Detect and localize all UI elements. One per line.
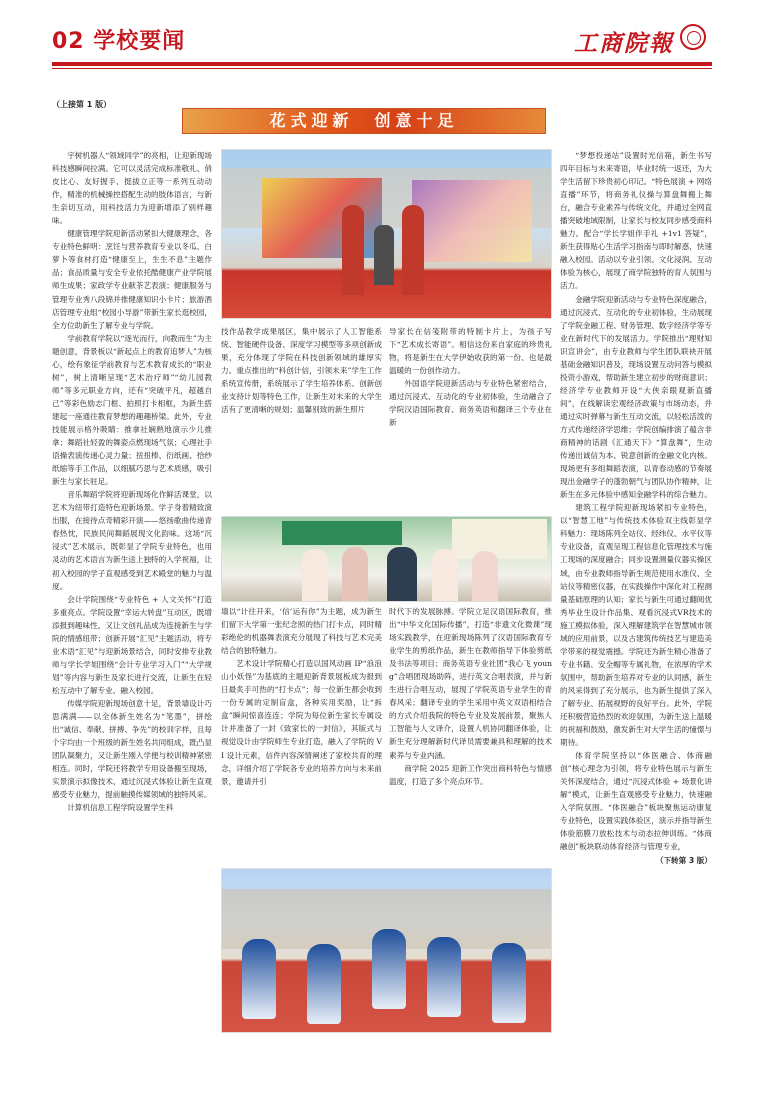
paragraph: 墙以“计往开来，‘信’运有你”为主题，成为新生们留下大学第一张纪念照的热门打卡点，同时精彩绝伦的机器舞表演充分展现了科技与艺术完美结合的独特魅力。 <box>221 607 382 656</box>
header-rule-thin <box>52 68 712 69</box>
masthead-logo: 工商院報 <box>574 30 674 57</box>
column-4 <box>560 149 712 1046</box>
paragraph: 艺术设计学院精心打造以国风动画 IP“浪浪山小妖怪”为基底的主题迎新背景展板成为报到日最炙手可热的“打卡点”；每一位新生都会收到一份专属的定制盲盒，各种实用奖励，让“拆盒”瞬间惊喜连连；学院为每位新生家长专属设计并准备了一封《致家长的一封信》，其版式与视觉设计由学院师生专业打造，融入了学院的 VI 设计元素，信件内容深情阐述了家校共育的理念，详细介绍了学院各专业的培养方向与未来前景，邀请并引 <box>221 659 382 786</box>
paragraph: 金融学院迎新活动与专业特色深度融合，通过沉浸式、互动化的专业初体验，生动展现了学院金融工程、财务管理、数字经济学等专业在新时代下的发展活力。学院推出“理财知识宣讲会”，由专业教师与学生团队联袂开展基础金融知识普及，现场设置互动问答与模拟投资小游戏，帮助新生建立初步的财商意识；经济学专业教师开设“大侠亲眼观新直播间”，在线解读宏观经济政策与市场动态，并通过实时弹幕与新生互动交流，以轻松活泼的方式传递经济学思维；学院创编排演了蕴含非商精神的话剧《汇通天下》“算盘舞”，生动传递出诚信为本、锐意创新的金融文化内核。现场更有多组舞蹈表演，以青春动感的节奏展现出金融学子的蓬勃朝气与团队协作精神，让新生在多元体验中感知金融学科的综合魅力。 <box>560 294 712 500</box>
school-seal-icon <box>680 24 706 50</box>
person-figure <box>302 549 328 602</box>
dancer-figure <box>372 929 406 1009</box>
robot-figure <box>374 225 394 285</box>
paragraph: 商学院 2025 迎新工作突出商科特色与情感温度，打造了多个亮点环节。 <box>389 763 552 786</box>
person-figure <box>432 549 458 602</box>
paragraph: 健康管理学院迎新活动紧扣大健康理念，各专业特色鲜明：烹饪与营养教育专业以冬瓜、白萝卜等食材打造“健康至上，生生不息”主题作品；食品质量与安全专业依托酷健康产业学院展师生成果；家政学专业献茶艺表演；健康服务与管理专业秀八段锦并推健康知识小卡片；旅游酒店管理专业组“校园小导游”带新生家长逛校园，全方位助新生了解专业与学院。 <box>52 229 212 330</box>
photo-group-booth <box>221 516 552 602</box>
paragraph: 技作品教学成果展区，集中展示了人工智能系统、智能硬件设备、深度学习模型等多项创新成果，充分体现了学院在科技创新领域的雄厚实力。重点推出的“科创计信，引领未来”学生工作系统宣传册，系统展示了学生培养体系、创新创业支持计划等特色工作，让新生对未来的大学生活有了更清晰的规划；温馨别致的新生照片 <box>221 327 382 415</box>
article-banner <box>182 108 546 134</box>
paragraph: 学前教育学院以“逐光而行，向教而生”为主题创意，背景板以“新起点上的教育追梦人”为核心，绘有象征学前教育与艺术教育成长的“职业树”，树上清晰呈现“艺术治疗师”“幼儿园教师”等多元职业方向，还有“突破平凡，超越自己”等彩色励志门框、拍照打卡相框，为新生搭建起一座通往教育梦想的趣趣桥梁。此外，专业技能展示格外吸睛：推拿社娴熟地演示少儿推拿；舞蹈社轻盈的舞姿点燃现场气氛；心理社手语操表演传递心灵力量；扭扭棒、衍纸画、拾纱纸缩等手工作品，以细腻巧思与艺术质感，吸引新生与家长驻足。 <box>52 333 212 487</box>
dancer-figure <box>307 944 341 1024</box>
paragraph: 音乐舞蹈学院将迎新现场化作鲜活课堂，以艺术为纽带打造特色迎新场景。学子身着精致演出服，在接待点奇精彩开演——悠扬歌曲传递青春热忱，民族民间舞蹈展现文化韵味。这场“沉浸式”艺术展示，既彰显了学院专业特色，也用灵动的艺术语言为新生送上独特的入学祝福，让初入校园的学子直观感受到艺术殿堂的魅力与温度。 <box>52 490 212 591</box>
continued-to-label: （下转第 3 版） <box>655 855 712 865</box>
top-margin <box>0 0 769 22</box>
paragraph: 传媒学院迎新现场创意十足，背景墙设计巧思满满——以全体新生姓名为“笔墨”，拼绘出“诚信、奉献、拼搏、争先”的校训字样，且每个字均由一个班级的新生姓名共同组成，既凸显团队凝聚力，又让新生刚入学便与校训精神紧密相连。同时，学院还将教学专用设备搬至现场，实景演示拟像技术，通过沉浸式体验让新生直观感受专业魅力，提前触摸传媒领域的独特风采。 <box>52 698 212 800</box>
dancer-figure <box>427 937 461 1017</box>
person-figure <box>342 205 364 295</box>
person-figure <box>472 551 498 602</box>
column-3-lower <box>389 605 552 788</box>
paragraph: “梦想投递站”设置时光信箱，新生书写四年目标与未来寄语，毕业时统一返还，为大学生活留下珍贵初心印记。“特色展演 + 网络直播”环节，将商务礼仪操与算盘舞搬上舞台，融合专业素养与传统文化，并通过全网直播突破地域限制，让家长与校友同步感受商科魅力。配合“学长学姐伴手礼 +1v1 答疑”，新生获得贴心生活学习指南与即时解惑，快速融入校园。活动以专业引领、文化浸润、互动体验为核心，展现了商学院独特的育人氛围与活力。 <box>560 151 712 291</box>
column-1 <box>52 149 212 1046</box>
paragraph: 会计学院围绕“专业特色 + 人文关怀”打造多重亮点。学院设置“幸运大转盘”互动区，既增添报到趣味性，又让文创礼品成为连接新生与学院的情感纽带；创新开展“汇见”主题活动，将专业术语“汇见”与迎新场景结合，同时安排专业教师与学长学姐围绕“会计专业学习入门”“大学规划”等内容与新生及家长进行交流，让新生在轻松互动中了解专业、融入校园。 <box>52 594 212 695</box>
dancer-figure <box>242 939 276 1019</box>
person-figure <box>402 205 424 295</box>
paragraph: 建筑工程学院迎新现场紧扣专业特色，以“智慧工地”与传统技术体验双主线彰显学科魅力：现场陈列全站仪、经纬仪、水平仪等专业设备，直观呈现工程信息化管理技术与施工现场的深度融合；同步设置测量仪器实操区域，由专业教师指导新生规范使用水准仪、全站仪等精密仪器，在实践操作中深化对工程测量基础原理的认知；家长与新生可通过翻阅优秀毕业生设计作品集、观看沉浸式VR技术的施工模拟体验，深入理解建筑学在智慧城市领域的应用前景，以及古建筑传统技艺与建造美学带来的视觉震撼。学院还为新生精心准备了专业书籍、安全帽等专属礼物，在浓厚的学术氛围中，帮助新生培养对专业的认同感，新生的风采得到了充分展示，也为新生提供了深入了解专业、拓展视野的良好平台。此外，学院还积极营造热烈的欢迎氛围，为新生送上温暖的祝福和鼓励，激发新生对大学生活的憧憬与期待。 <box>560 503 712 748</box>
photo-dance-performance <box>221 868 552 1033</box>
dancer-figure <box>492 943 526 1023</box>
paragraph: 外国语学院迎新活动与专业特色紧密结合，通过沉浸式、互动化的专业初体验，生动融合了学院汉语国际教育、商务英语和翻译三个专业在新 <box>389 379 552 428</box>
paragraph: 导家长在信笺附带的特制卡片上，为孩子写下“艺术成长寄语”。相信这份来自家庭的珍贵礼物，将是新生在大学伊始收获的第一份、也是最温暖的一份创作动力。 <box>389 327 552 376</box>
column-2-upper <box>221 325 382 416</box>
booth-sign <box>452 519 547 559</box>
section-title: 02 学校要闻 <box>52 29 186 54</box>
paragraph: 体育学院坚持以“体医融合、体商融创”核心理念为引领，将专业特色展示与新生关怀深度结合，通过“沉浸式体验 + 场景化讲解”模式，让新生直观感受专业魅力，快速融入学院氛围。“体医融合”板块聚焦运动康复专业特色，设置实践体验区，演示并指导新生体验筋膜刀放松技术与动态拉伸训练。“体商融创”板块联动体育经济与管理专业， <box>560 751 712 852</box>
paragraph: 时代下的发展脉搏。学院立足汉语国际教育，推出“中华文化国际传播”，打造“非遗文化微课”现场实践教学，在迎新现场陈列了汉语国际教育专业学生的剪纸作品，新生在教师指导下体验剪纸及书法等项目；商务英语专业社团“我心飞 young”合唱团现场助阵，进行英文合唱表演，并与新生进行合唱互动，展现了学院英语专业学生的青春风采；翻译专业的学生采用中英文双语相结合的方式介绍我院的特色专业及发展前景，聚焦人工智能与人文译介，设置人机协同翻译体验，让新生充分理解新时代译员需要兼具和理解的技术素养与专业内涵。 <box>389 607 552 760</box>
paragraph: 宇树机器人“领域同学”的亮相，让迎新现场科技感瞬间拉满。它可以灵活完成标准敬礼、俏皮比心、友好握手、挺拔立正等一系列互动动作，精准的机械操控搭配生动的肢体语言，与新生亲切互动，用科技活力为迎新增添了别样趣味。 <box>52 151 212 226</box>
continued-to <box>560 854 712 867</box>
photo-robot-welcome <box>221 149 552 319</box>
paragraph: 计算机信息工程学院设置学生科 <box>67 803 174 813</box>
column-3-upper <box>389 325 552 429</box>
header-rule <box>52 62 712 66</box>
person-figure <box>387 547 417 602</box>
person-figure <box>342 547 368 602</box>
article-title: 花式迎新 创意十足 <box>269 111 459 130</box>
continued-from: （上接第 1 版） <box>52 100 112 109</box>
booth-sign <box>282 521 402 545</box>
column-2-lower <box>221 605 382 788</box>
display-board <box>412 180 532 262</box>
display-board <box>262 178 382 258</box>
